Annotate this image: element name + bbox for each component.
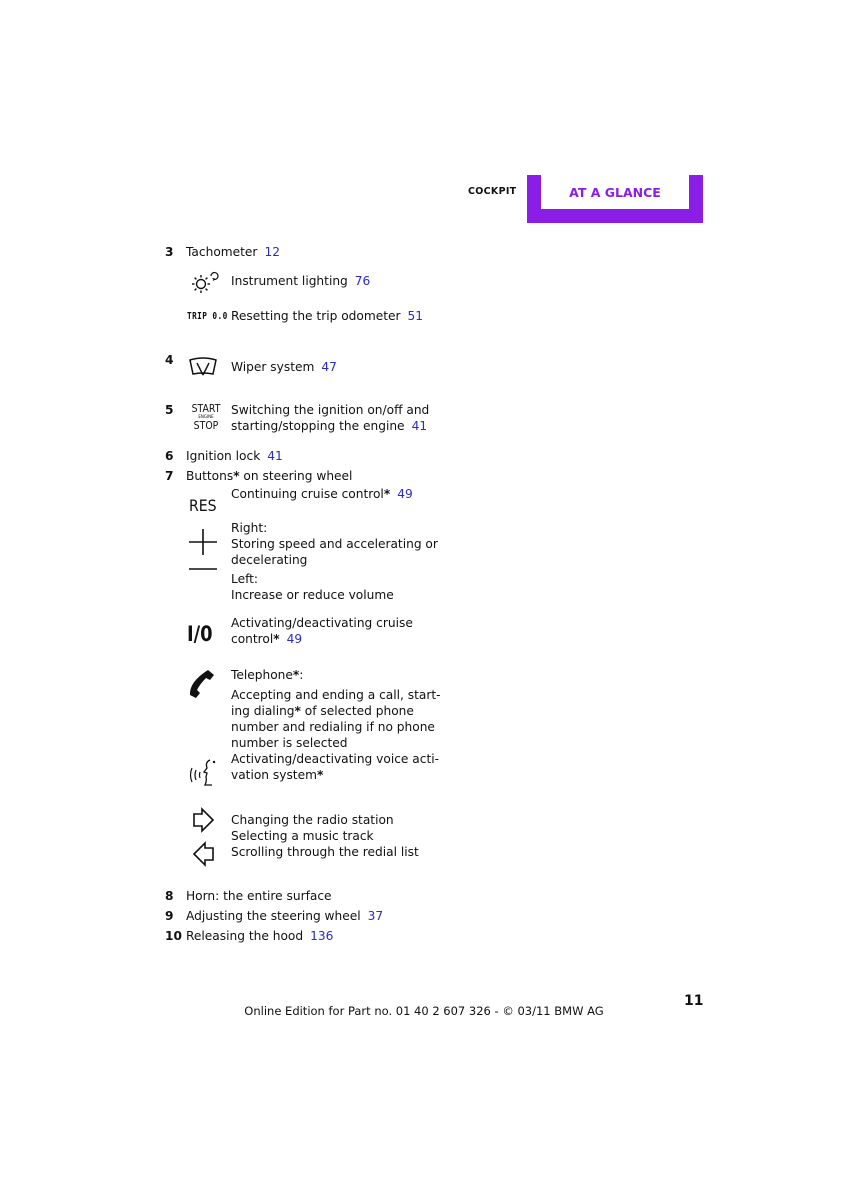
list-item-6: 6 Ignition lock 41 [165, 449, 283, 463]
res-icon: RES [189, 496, 217, 515]
item-label: Tachometer [186, 245, 258, 259]
page-number: 11 [684, 993, 704, 1009]
arrow-right-icon [186, 805, 222, 835]
item-number: 4 [165, 353, 174, 367]
page-ref-link[interactable]: 12 [264, 245, 280, 259]
plus-row: Right: Storing speed and accelerating or decelerating [231, 521, 438, 567]
list-item-3 [165, 244, 280, 260]
page-ref-link[interactable]: 41 [267, 449, 283, 463]
res-row: Continuing cruise control* 49 [231, 487, 413, 501]
item-number: 3 [165, 245, 174, 259]
cruise-io-row: Activating/deactivating cruise control* 49 [231, 616, 413, 646]
page-ref-link[interactable]: 49 [286, 632, 303, 646]
trip-reset-row: Resetting the trip odometer 51 [231, 309, 424, 323]
wiper-row: Wiper system 47 [231, 360, 337, 374]
page-ref-link[interactable]: 49 [397, 487, 413, 501]
list-item-9: 9 Adjusting the steering wheel 37 [165, 909, 384, 923]
voice-activation-icon [186, 756, 222, 788]
page-ref-link[interactable]: 76 [354, 274, 371, 288]
trip-reset-icon: TRIP 0.0 [187, 311, 228, 322]
telephone-icon [186, 668, 222, 700]
cruise-io-icon: I/0 [187, 622, 213, 646]
list-item-8: 8 Horn: the entire surface [165, 889, 332, 903]
list-item-10: 10 Releasing the hood 136 [165, 929, 334, 943]
page-ref-link[interactable]: 136 [310, 929, 334, 943]
instrument-lighting-row: Instrument lighting 76 [231, 274, 371, 288]
start-stop-row: Switching the ignition on/off and starting/stopping the engine 41 [231, 403, 430, 433]
page-ref-link[interactable]: 47 [321, 360, 337, 374]
instrument-lighting-icon [186, 268, 222, 296]
section-tab-label: AT A GLANCE [541, 175, 689, 209]
minus-row: Left: Increase or reduce volume [231, 572, 394, 602]
chapter-label: COCKPIT [468, 186, 517, 197]
item-number: 5 [165, 403, 174, 417]
wiper-icon [186, 354, 222, 382]
start-stop-icon: START ENGINE STOP [191, 402, 221, 432]
arrow-left-icon [186, 839, 222, 869]
page-ref-link[interactable]: 37 [367, 909, 384, 923]
edition-footer: Online Edition for Part no. 01 40 2 607 326 - © 03/11 BMW AG [244, 1004, 604, 1018]
plus-icon [186, 528, 222, 556]
page-ref-link[interactable]: 51 [407, 309, 424, 323]
telephone-row: Telephone*: Accepting and ending a call, start- ing dialing* of selected phone number and redialing if no phone number is selected Activating/deactivating voice acti- vation system* [231, 668, 441, 782]
arrows-row: Changing the radio station Selecting a music track Scrolling through the redial list [231, 813, 419, 859]
page-ref-link[interactable]: 41 [411, 419, 428, 433]
minus-icon [186, 563, 222, 575]
list-item-7: 7 Buttons* on steering wheel [165, 469, 353, 483]
